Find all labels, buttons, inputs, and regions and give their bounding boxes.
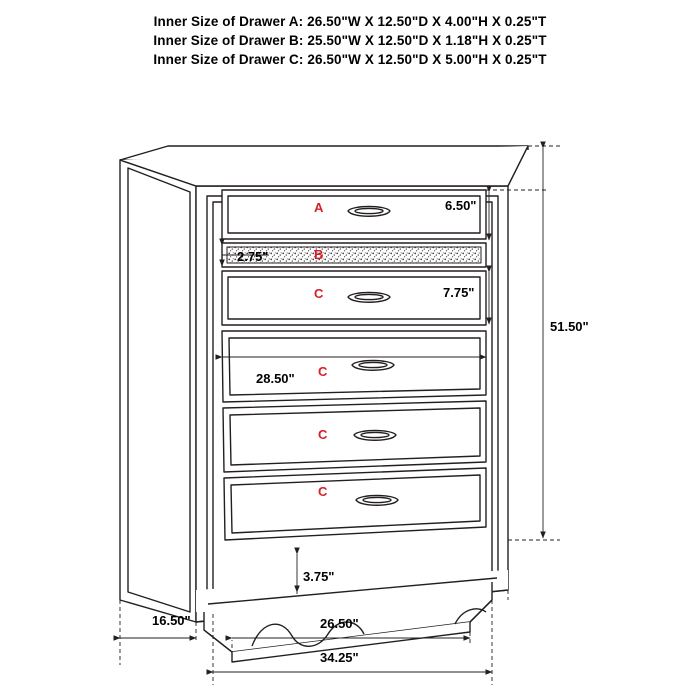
dim-depth: 16.50" bbox=[152, 613, 191, 628]
dim-drawer-a-height: 6.50" bbox=[445, 198, 477, 213]
drawer-letter-c-4: C bbox=[318, 484, 328, 499]
dim-drawer-c-height: 7.75" bbox=[443, 285, 475, 300]
dim-front-width: 26.50" bbox=[320, 616, 359, 631]
spec-line-drawer-a: Inner Size of Drawer A: 26.50"W X 12.50"D X 4.00"H X 0.25"T bbox=[153, 14, 547, 29]
spec-line-drawer-b: Inner Size of Drawer B: 25.50"W X 12.50"D X 1.18"H X 0.25"T bbox=[153, 33, 547, 48]
dim-drawer-inner-width: 28.50" bbox=[256, 371, 295, 386]
drawer-letter-c-2: C bbox=[318, 364, 328, 379]
dim-overall-width: 34.25" bbox=[320, 650, 359, 665]
drawer-letter-b: B bbox=[314, 247, 324, 262]
drawer-letter-c-1: C bbox=[314, 286, 324, 301]
spec-line-drawer-c: Inner Size of Drawer C: 26.50"W X 12.50"D X 5.00"H X 0.25"T bbox=[153, 52, 547, 67]
dim-drawer-b-height: 2.75" bbox=[237, 249, 269, 264]
drawer-letter-c-3: C bbox=[318, 427, 328, 442]
dim-total-height: 51.50" bbox=[550, 319, 589, 334]
dim-foot-height: 3.75" bbox=[303, 569, 335, 584]
drawer-letter-a: A bbox=[314, 200, 324, 215]
